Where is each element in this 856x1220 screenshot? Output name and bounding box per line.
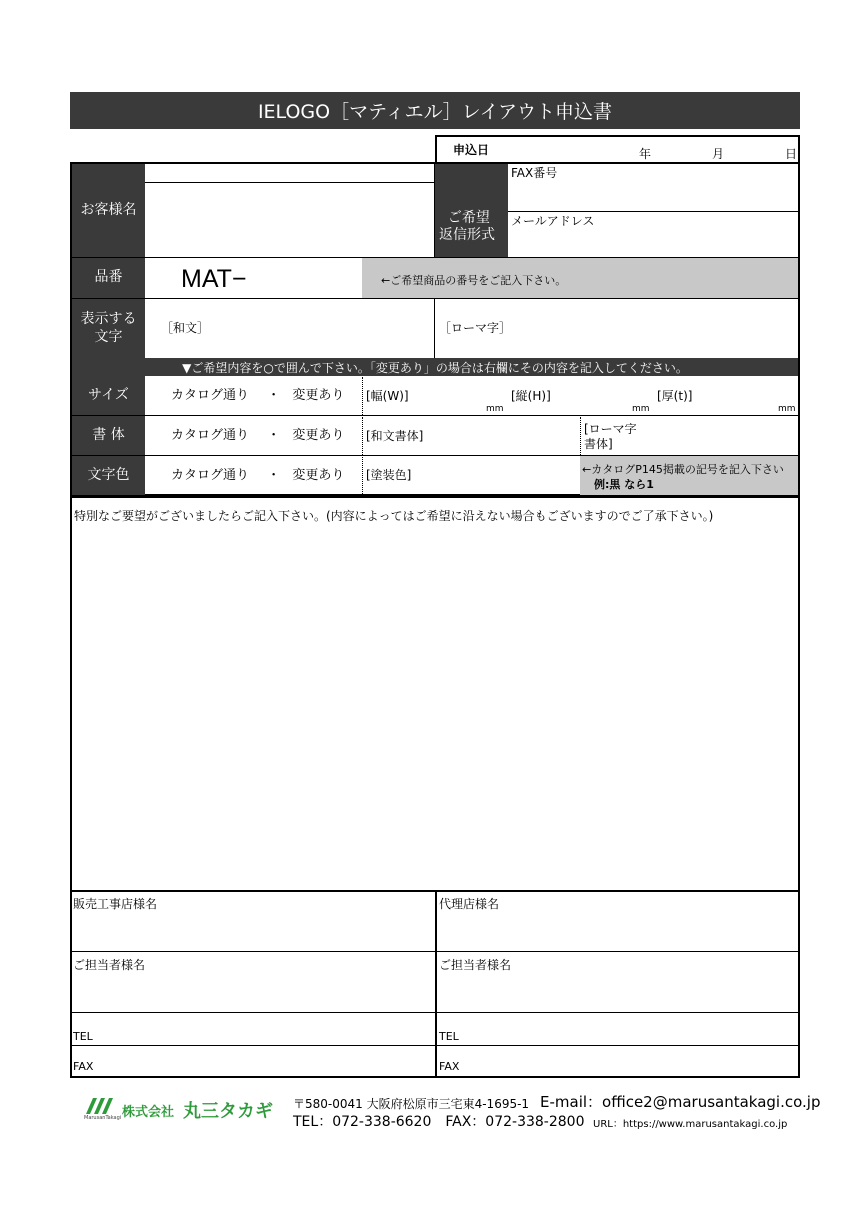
color-note-line1: ←カタログP145掲載の記号を記入下さい	[582, 463, 784, 476]
company-prefix: 株式会社	[122, 1105, 175, 1120]
product-number-label: 品番	[72, 258, 145, 298]
email-label: メールアドレス	[511, 214, 595, 228]
instruction-bar: ▼ご希望内容を○で囲んで下さい。「変更あり」の場合は右欄にその内容を記入してください。	[72, 358, 798, 376]
font-option-catalog[interactable]: カタログ通り	[171, 428, 250, 443]
month-label: 月	[712, 147, 725, 161]
company-url: URL：https://www.marusantakagi.co.jp	[593, 1119, 788, 1130]
fax-number-label: FAX番号	[511, 166, 558, 180]
color-option-changed[interactable]: 変更あり	[292, 468, 345, 483]
color-options: カタログ通り ・ 変更あり	[171, 468, 345, 483]
japanese-text-label: ［和文］	[161, 321, 210, 335]
product-number-value[interactable]: MAT−	[181, 265, 247, 293]
size-option-catalog[interactable]: カタログ通り	[171, 388, 250, 403]
width-unit: mm	[486, 404, 504, 414]
dealer-name-field[interactable]	[72, 912, 434, 950]
company-name: 丸三タカギ	[183, 1101, 273, 1122]
font-option-changed[interactable]: 変更あり	[292, 428, 345, 443]
reply-format-label: ご希望 返信形式	[435, 164, 508, 257]
agency-name-label: 代理店様名	[439, 897, 500, 911]
company-phone: TEL：072-338-6620 FAX：072-338-2800	[293, 1114, 585, 1130]
text-color-label: 文字色	[72, 456, 145, 495]
company-logo-mark-icon	[84, 1096, 118, 1116]
height-label: [縦(H)]	[511, 389, 551, 403]
dealer-tel-label: TEL	[73, 1030, 93, 1043]
special-requests-box[interactable]	[70, 496, 800, 892]
fax-number-field[interactable]	[508, 180, 798, 210]
paint-color-label: [塗装色]	[366, 468, 412, 482]
thickness-label: [厚(t)]	[657, 389, 693, 403]
application-date-box	[435, 135, 800, 164]
roman-font-label: [ローマ字 書体]	[584, 422, 637, 451]
roman-text-field[interactable]	[435, 299, 798, 358]
width-label: [幅(W)]	[366, 389, 409, 403]
size-label: サイズ	[72, 376, 145, 416]
font-options: カタログ通り ・ 変更あり	[171, 428, 345, 443]
dealer-name-label: 販売工事店様名	[73, 897, 158, 911]
email-field[interactable]	[508, 228, 798, 256]
customer-name-label: お客様名	[72, 164, 145, 257]
year-label: 年	[639, 147, 652, 161]
product-number-note: ←ご希望商品の番号をご記入下さい。	[381, 274, 567, 287]
agency-contact-field[interactable]	[437, 973, 798, 1011]
company-address: 〒580-0041 大阪府松原市三宅東4-1695-1	[293, 1097, 530, 1111]
color-option-catalog[interactable]: カタログ通り	[171, 468, 250, 483]
day-label: 日	[785, 147, 798, 161]
form-title-bar	[70, 92, 800, 129]
roman-text-label: ［ローマ字］	[439, 321, 512, 335]
agency-fax-label: FAX	[439, 1060, 460, 1073]
application-date-label: 申込日	[453, 143, 490, 157]
japanese-font-label: [和文書体]	[366, 429, 424, 443]
japanese-text-field[interactable]	[145, 299, 434, 358]
display-text-label: 表示する 文字	[72, 299, 145, 358]
form-title: IELOGO［マティエル］レイアウト申込書	[257, 101, 613, 123]
font-label: 書 体	[72, 416, 145, 456]
customer-name-field[interactable]	[145, 164, 434, 257]
height-unit: mm	[632, 404, 650, 414]
special-requests-label: 特別なご要望がございましたらご記入下さい。(内容によってはご希望に沿えない場合もございますのでご了承下さい。)	[74, 509, 714, 523]
agency-contact-label: ご担当者様名	[439, 958, 512, 972]
color-note-line2: 例:黒 なら1	[594, 478, 654, 491]
size-options: カタログ通り ・ 変更あり	[171, 388, 345, 403]
thickness-unit: mm	[778, 404, 796, 414]
dealer-contact-label: ご担当者様名	[73, 958, 146, 972]
company-email: E-mail：office2@marusantakagi.co.jp	[540, 1093, 821, 1111]
company-logo	[84, 1096, 122, 1122]
size-option-changed[interactable]: 変更あり	[292, 388, 345, 403]
dealer-contact-field[interactable]	[72, 973, 434, 1011]
dealer-fax-label: FAX	[73, 1060, 94, 1073]
agency-name-field[interactable]	[437, 912, 798, 950]
agency-tel-label: TEL	[439, 1030, 459, 1043]
company-logo-subtext: MarusanTakagi	[84, 1115, 122, 1121]
